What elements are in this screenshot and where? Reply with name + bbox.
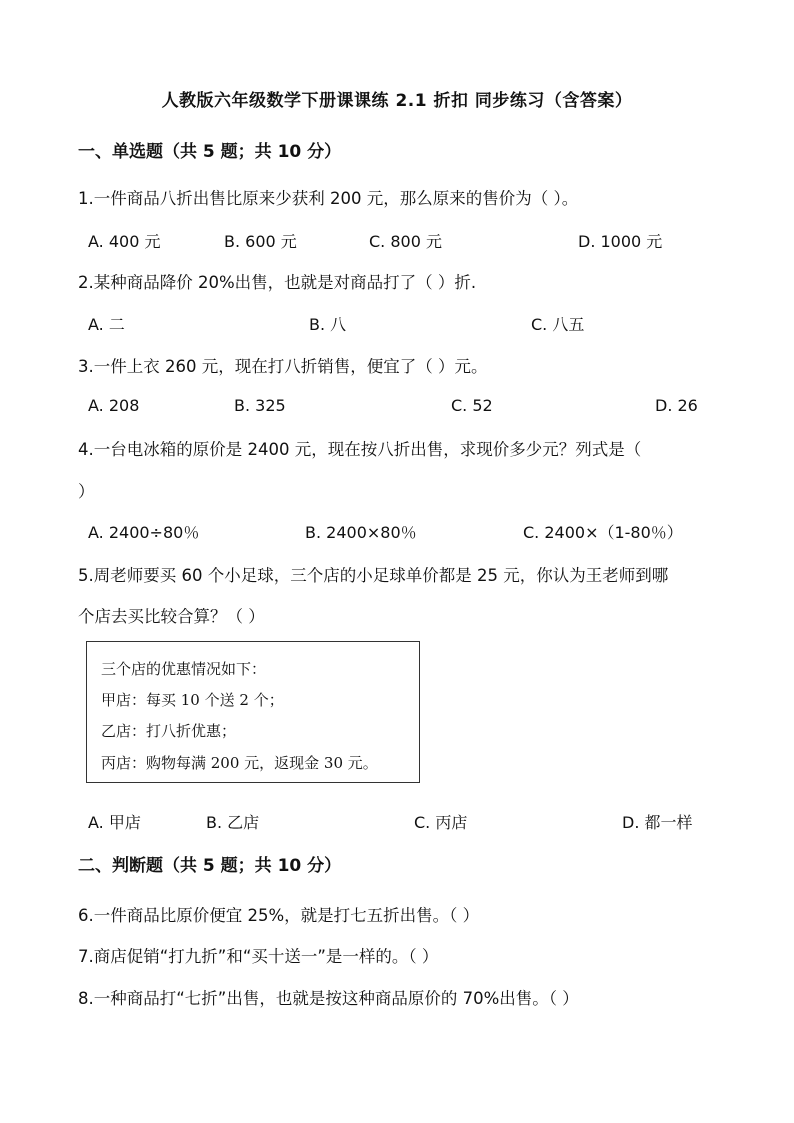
shop-box-store-c: 丙店：购物每满 200 元，返现金 30 元。 [101, 754, 378, 772]
question-5-option-a: A. 甲店 [88, 813, 141, 832]
question-3-option-a: A. 208 [88, 396, 140, 415]
question-3-option-b: B. 325 [234, 396, 286, 415]
question-2-option-c: C. 八五 [531, 315, 585, 334]
shop-discount-box [86, 641, 420, 783]
question-5-option-c: C. 丙店 [414, 813, 468, 832]
shop-box-store-a: 甲店：每买 10 个送 2 个； [101, 691, 284, 709]
question-4-line-2: ） [78, 482, 95, 501]
question-1-option-b: B. 600 元 [224, 232, 297, 251]
question-4-option-b: B. 2400×80％ [305, 523, 417, 542]
question-1-option-a: A. 400 元 [88, 232, 161, 251]
section-heading-true-false: 二、判断题（共 5 题；共 10 分） [78, 856, 342, 876]
question-5-line-2: 个店去买比较合算？（ ） [78, 607, 265, 626]
question-5-option-b: B. 乙店 [206, 813, 260, 832]
question-1-option-d: D. 1000 元 [578, 232, 663, 251]
shop-box-heading: 三个店的优惠情况如下： [101, 660, 267, 678]
question-1: 1.一件商品八折出售比原来少获利 200 元，那么原来的售价为（ ）。 [78, 189, 579, 208]
question-2-option-b: B. 八 [309, 315, 347, 334]
question-6: 6.一件商品比原价便宜 25%，就是打七五折出售。（ ） [78, 906, 480, 925]
question-8: 8.一种商品打“七折”出售，也就是按这种商品原价的 70%出售。（ ） [78, 989, 579, 1008]
question-3-option-d: D. 26 [655, 396, 698, 415]
question-3: 3.一件上衣 260 元，现在打八折销售，便宜了（ ）元。 [78, 357, 488, 376]
question-7: 7.商店促销“打九折”和“买十送一”是一样的。（ ） [78, 947, 439, 966]
question-3-option-c: C. 52 [451, 396, 493, 415]
question-4-option-a: A. 2400÷80％ [88, 523, 200, 542]
question-1-option-c: C. 800 元 [369, 232, 442, 251]
section-heading-multiple-choice: 一、单选题（共 5 题；共 10 分） [78, 142, 342, 162]
question-4-option-c: C. 2400×（1-80％） [523, 523, 683, 542]
question-2-option-a: A. 二 [88, 315, 125, 334]
shop-box-store-b: 乙店：打八折优惠； [101, 722, 237, 740]
question-5-line-1: 5.周老师要买 60 个小足球，三个店的小足球单价都是 25 元，你认为王老师到哪 [78, 566, 669, 585]
question-5-option-d: D. 都一样 [622, 813, 693, 832]
worksheet-title: 人教版六年级数学下册课课练 2.1 折扣 同步练习（含答案） [161, 91, 633, 111]
question-4-line-1: 4.一台电冰箱的原价是 2400 元，现在按八折出售，求现价多少元？列式是（ [78, 440, 642, 459]
question-2: 2.某种商品降价 20%出售，也就是对商品打了（ ）折. [78, 273, 477, 292]
